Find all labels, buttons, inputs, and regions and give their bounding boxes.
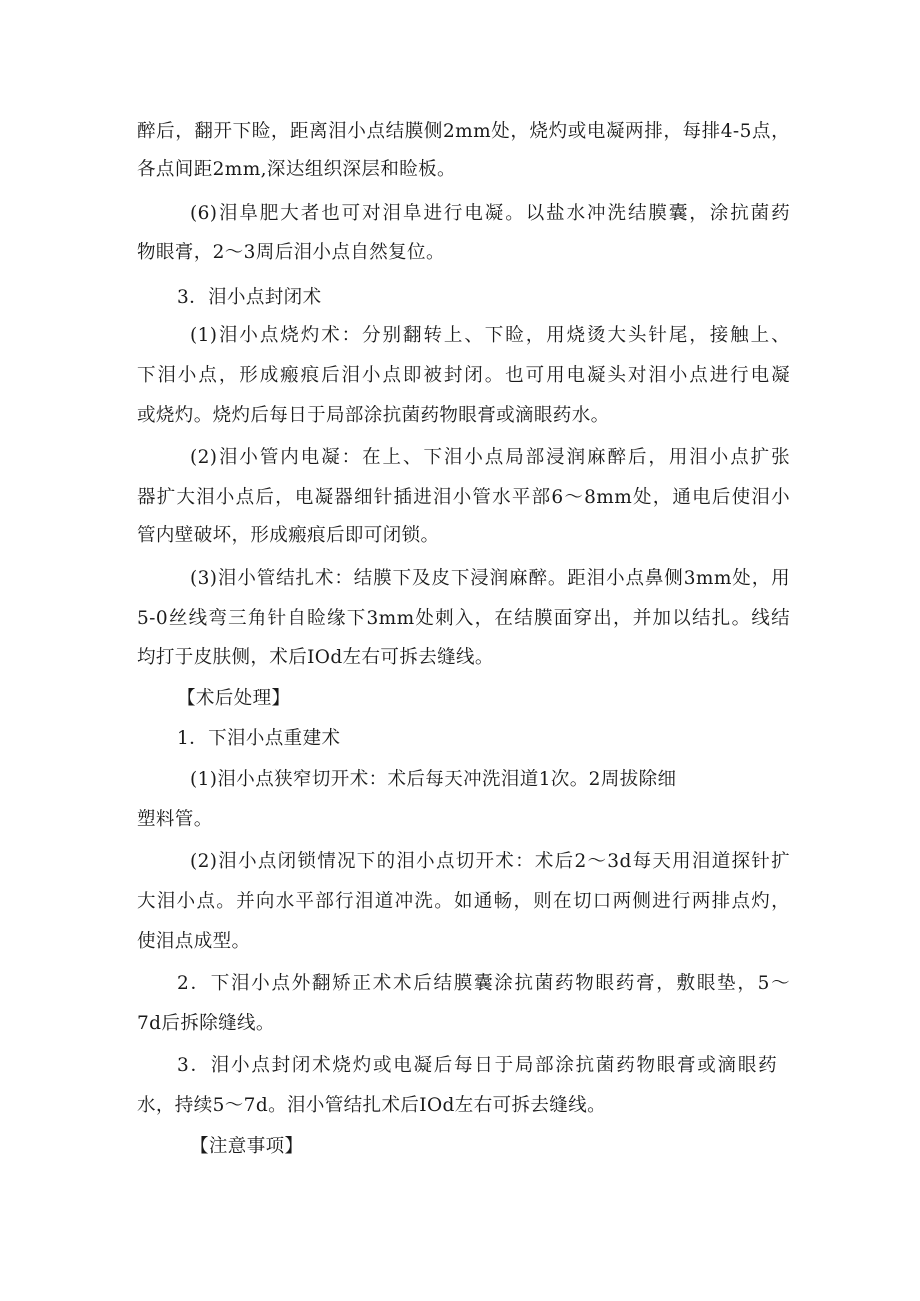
text-line-2: 各点间距2mm,深达组织深层和睑板。	[137, 159, 456, 180]
text-line-21: 使泪点成型。	[137, 931, 251, 952]
text-line-10: 器扩大泪小点后，电凝器细针插进泪小管水平部6～8mm处，通电后使泪小	[137, 487, 790, 508]
text-line-22: 2．下泪小点外翻矫正术术后结膜囊涂抗菌药物眼药膏，敷眼垫，5～	[177, 973, 790, 994]
text-line-14: 均打于皮肤侧，术后IOd左右可拆去缝线。	[137, 647, 494, 668]
text-line-3: (6)泪阜肥大者也可对泪阜进行电凝。以盐水冲洗结膜囊，涂抗菌药	[190, 203, 790, 224]
section-heading-notes: 【注意事项】	[190, 1136, 304, 1157]
text-line-7: 下泪小点，形成瘢痕后泪小点即被封闭。也可用电凝头对泪小点进行电凝	[137, 365, 790, 386]
text-line-12: (3)泪小管结扎术：结膜下及皮下浸润麻醉。距泪小点鼻侧3mm处，用	[190, 568, 790, 589]
text-line-6: (1)泪小点烧灼术：分别翻转上、下睑，用烧烫大头针尾，接触上、	[190, 325, 790, 346]
subsection-heading-1: 1．下泪小点重建术	[177, 728, 341, 749]
text-line-23: 7d后拆除缝线。	[137, 1013, 275, 1034]
text-line-4: 物眼膏，2～3周后泪小点自然复位。	[137, 242, 445, 263]
text-line-20: 大泪小点。并向水平部行泪道冲洗。如通畅，则在切口两侧进行两排点灼，	[137, 891, 790, 912]
text-line-8: 或烧灼。烧灼后每日于局部涂抗菌药物眼膏或滴眼药水。	[137, 405, 610, 426]
text-line-11: 管内壁破坏，形成瘢痕后即可闭锁。	[137, 525, 440, 546]
text-line-25: 水，持续5～7d。泪小管结扎术后IOd左右可拆去缝线。	[137, 1095, 607, 1116]
text-line-1: 醉后，翻开下睑，距离泪小点结膜侧2mm处，烧灼或电凝两排，每排4-5点，	[137, 121, 790, 142]
section-heading-3: 3．泪小点封闭术	[177, 287, 322, 308]
text-line-18: 塑料管。	[137, 809, 213, 830]
text-line-13: 5-0丝线弯三角针自睑缘下3mm处刺入，在结膜面穿出，并加以结扎。线结	[137, 608, 790, 629]
section-heading-postop: 【术后处理】	[177, 688, 291, 709]
text-line-9: (2)泪小管内电凝：在上、下泪小点局部浸润麻醉后，用泪小点扩张	[190, 447, 790, 468]
text-line-24: 3．泪小点封闭术烧灼或电凝后每日于局部涂抗菌药物眼膏或滴眼药	[177, 1055, 777, 1076]
text-line-19: (2)泪小点闭锁情况下的泪小点切开术：术后2～3d每天用泪道探针扩	[190, 851, 790, 872]
text-line-17: (1)泪小点狭窄切开术：术后每天冲洗泪道1次。2周拔除细	[190, 769, 677, 790]
